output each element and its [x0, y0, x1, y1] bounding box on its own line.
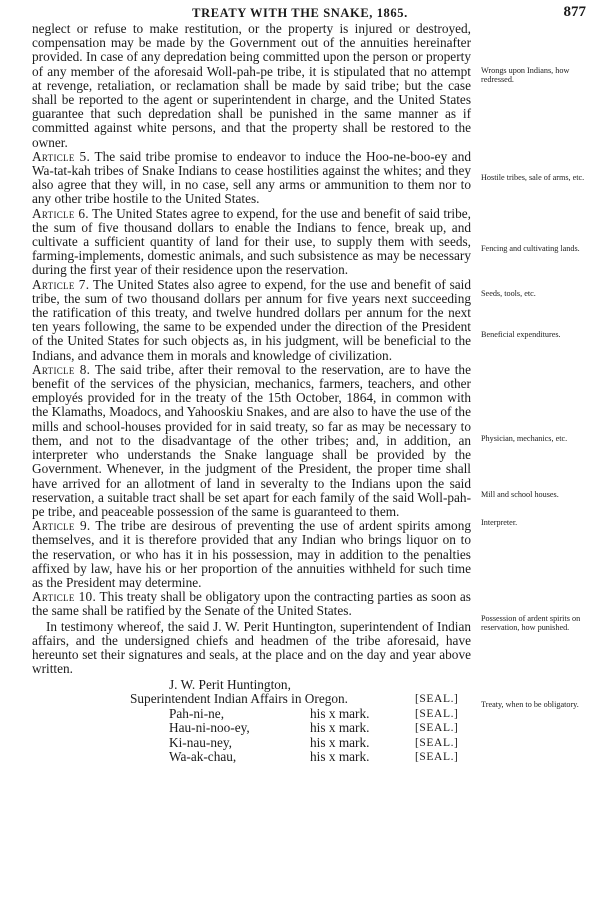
article-number: Article 5.: [32, 148, 91, 164]
article-number: Article 10.: [32, 589, 97, 605]
chief-mark: his x mark.: [310, 705, 370, 721]
article-5: [32, 150, 471, 207]
article-text: The said tribe promise to endeavor to induce the Hoo-ne-boo-ey and Wa-tat-kah tribes of Snake Indians to cease hostilities against the whites; and they also agree that they will, in no case, sell any arms or ammunition to them nor to any other tribe hostile to the United States.: [32, 148, 471, 207]
marginal-note: Wrongs upon Indians, how redressed.: [481, 66, 570, 85]
marginal-note: Treaty, when to be obligatory.: [481, 700, 579, 709]
article-text: The tribe are desirous of preventing the use of ardent spirits among themselves, and it is therefore provided that any Indian who brings liquor on to the reservation, or who has it in his possession, may in addition to the penalties affixed by law, have his or her proportion of the annuities withheld for such time as the President may determine.: [32, 518, 471, 590]
signer-office: Superintendent Indian Affairs in Oregon.: [130, 691, 348, 707]
chief-mark: his x mark.: [310, 720, 370, 736]
article-number: Article 6.: [32, 205, 89, 221]
chief-row: [32, 750, 472, 764]
chief-name: Hau-ni-noo-ey,: [169, 720, 250, 736]
paragraph-continuation: [32, 22, 471, 150]
chief-row: [32, 736, 472, 750]
paragraph-text: neglect or refuse to make restitution, or the property is injured or destroyed, compensation may be made by the Government out of the annuities hereinafter provided. In case of any depredation being committed upon the person or property of any member of the aforesaid Woll-pah-pe tribe, it is stipulated that no attempt at revenge, retaliation, or reclamation shall be made by said tribe; but the case shall be reported to the agent or superintendent in charge, and the United States guarantee that such depredation shall be punished in the same manner as if committed against white persons, and that the property shall be restored to the owner.: [32, 21, 471, 150]
chief-name: Pah-ni-ne,: [169, 705, 225, 721]
marginal-note: Possession of ardent spirits on reservation, how punished.: [481, 614, 581, 633]
marginal-note: Fencing and cultivating lands.: [481, 244, 580, 253]
marginal-note: Hostile tribes, sale of arms, etc.: [481, 173, 585, 182]
article-8: [32, 363, 471, 519]
seal-mark: [SEAL.]: [415, 750, 459, 763]
article-text: The United States also agree to expend, for the use and benefit of said tribe, the sum of two thousand dollars per annum for five years next succeeding the ratification of this treaty, and twelve hundred dollars per annum for the next ten years following, the same to be expended under the direction of the President of the United States for such objects as, in his judgment, will be beneficial to the Indians, and advance them in morals and knowledge of civilization.: [32, 276, 471, 363]
treaty-text: [32, 22, 471, 676]
article-6: [32, 207, 471, 278]
testimony-paragraph: In testimony whereof, the said J. W. Perit Huntington, superintendent of Indian affairs, and the undersigned chiefs and headmen of the tribe aforesaid, have hereunto set their signatures and seals, at the place and on the day and year above written.: [32, 618, 471, 677]
article-7: [32, 278, 471, 363]
running-title: TREATY WITH THE SNAKE, 1865.: [192, 6, 408, 20]
article-number: Article 9.: [32, 518, 91, 534]
chief-mark: his x mark.: [310, 748, 370, 764]
chief-row: [32, 707, 472, 721]
seal-mark: [SEAL.]: [415, 722, 459, 735]
article-text: This treaty shall be obligatory upon the contracting parties as soon as the same shall be ratified by the Senate of the United States.: [32, 589, 471, 619]
article-number: Article 7.: [32, 276, 90, 292]
marginal-note: Physician, mechanics, etc.: [481, 434, 568, 443]
office-row: [32, 692, 472, 706]
marginal-note: Beneficial expenditures.: [481, 330, 561, 339]
signer-row: [32, 678, 472, 692]
article-9: [32, 519, 471, 590]
signature-block: [32, 678, 472, 764]
seal-mark: [SEAL.]: [415, 707, 459, 720]
signer-name: J. W. Perit Huntington,: [169, 677, 291, 692]
article-text: The said tribe, after their removal to the reservation, are to have the benefit of the services of the physician, mechanics, farmers, teachers, and other employés provided for in the treaty of the 15th October, 1864, in common with the Klamaths, Moadocs, and Yahooskiu Snakes, and are also to have the use of the mills and school-houses provided for in said treaty, so far as may be necessary to them, and not to the disadvantage of the other tribes; and, in addition, an interpreter who understands the Snake language shall be provided by the Government. Whenever, in the judgment of the President, the proper time shall have arrived for an allotment of land in severalty to the Indians upon the said reservation, a suitable tract shall be set apart for each family of the said Woll-pah-pe tribe, and peaceable possession of the same is guaranteed to them.: [32, 361, 471, 519]
seal-mark: [SEAL.]: [415, 693, 459, 706]
page-number: 877: [563, 4, 586, 20]
article-text: The United States agree to expend, for the use and benefit of said tribe, the sum of five thousand dollars to enable the Indians to fence, break up, and cultivate a sufficient quantity of land for their use, to supply them with seeds, farming-implements, domestic animals, and such subsistence as may be necessary during the first year of their residence upon the reservation.: [32, 205, 472, 278]
chief-name: Ki-nau-ney,: [169, 734, 233, 750]
seal-mark: [SEAL.]: [415, 736, 459, 749]
marginal-note: Seeds, tools, etc.: [481, 289, 536, 298]
chief-mark: his x mark.: [310, 734, 370, 750]
chief-row: [32, 721, 472, 735]
article-number: Article 8.: [32, 361, 91, 377]
article-10: [32, 590, 471, 618]
marginal-note: Interpreter.: [481, 518, 518, 527]
marginal-note: Mill and school houses.: [481, 490, 559, 499]
chief-name: Wa-ak-chau,: [169, 748, 237, 764]
